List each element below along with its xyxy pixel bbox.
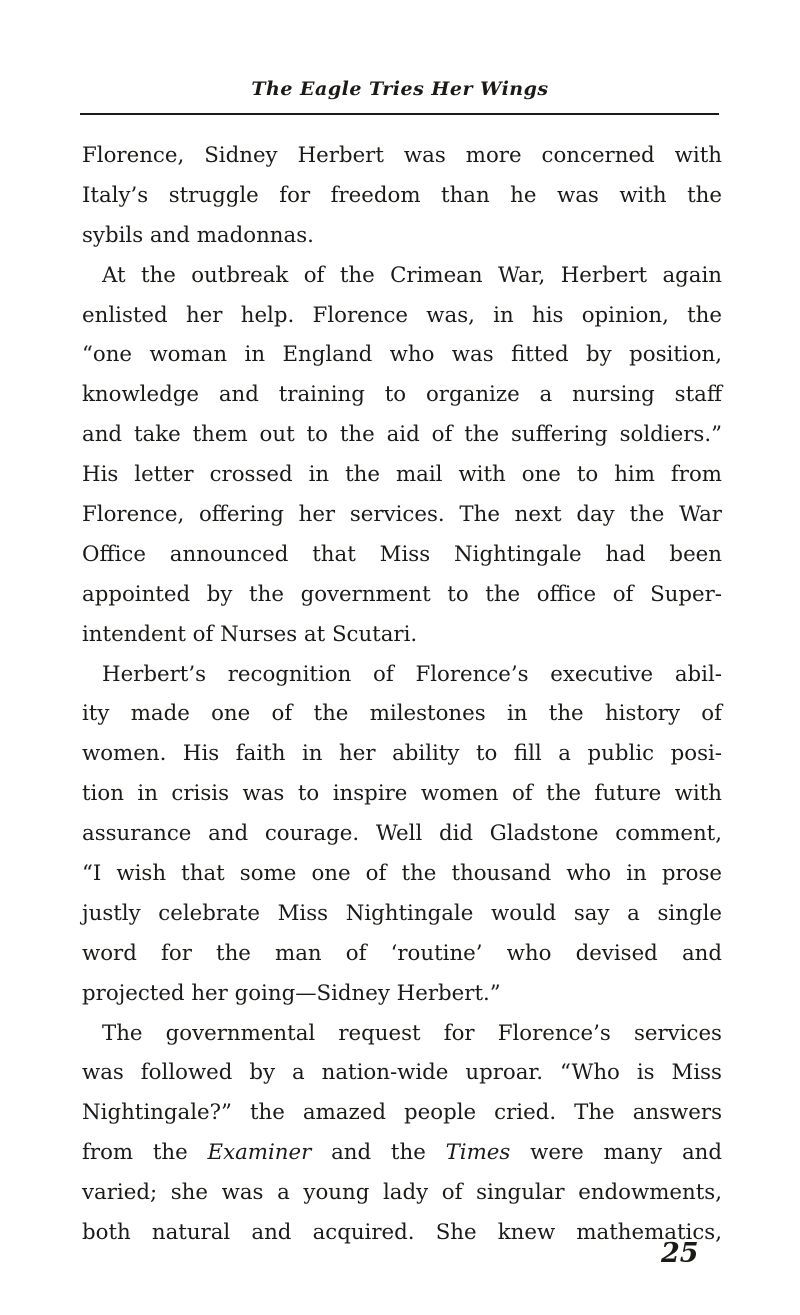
text-line: both natural and acquired. She knew mathematics,	[82, 1220, 722, 1246]
text-line: sybils and madonnas.	[82, 222, 314, 248]
text-line: ity made one of the milestones in the history of	[82, 701, 722, 727]
text-line: “I wish that some one of the thousand who in prose	[82, 861, 722, 887]
text-line: knowledge and training to organize a nursing staff	[82, 382, 722, 408]
text-line: justly celebrate Miss Nightingale would say a single	[82, 900, 722, 926]
text-line: enlisted her help. Florence was, in his opinion, the	[82, 302, 722, 328]
text-line: Florence, Sidney Herbert was more concerned with	[82, 143, 722, 168]
header-rule	[80, 113, 719, 115]
text-line: “one woman in England who was fitted by position,	[82, 342, 722, 368]
text-line: The governmental request for Florence’s services	[102, 1020, 722, 1046]
text-line: appointed by the government to the office of Super-	[82, 581, 722, 607]
page-number: 25	[661, 1238, 699, 1269]
text-line: Italy’s struggle for freedom than he was with the	[82, 182, 722, 208]
text-line: tion in crisis was to inspire women of the future with	[82, 781, 722, 807]
text-line: His letter crossed in the mail with one to him from	[82, 462, 722, 488]
text-line: varied; she was a young lady of singular endowments,	[82, 1180, 722, 1206]
text-line: was followed by a nation-wide uproar. “Who is Miss	[82, 1060, 722, 1086]
running-title: The Eagle Tries Her Wings	[251, 78, 549, 100]
text-line: women. His faith in her ability to fill a public posi-	[82, 741, 722, 767]
text-line: Nightingale?” the amazed people cried. The answers	[82, 1100, 722, 1126]
body-text	[82, 136, 722, 1253]
text-line: assurance and courage. Well did Gladstone comment,	[82, 821, 722, 847]
text-line: intendent of Nurses at Scutari.	[82, 621, 418, 647]
text-line: Herbert’s recognition of Florence’s executive abil-	[102, 661, 722, 687]
text-line: from the Examiner and the Times were many and	[82, 1140, 722, 1166]
text-line: and take them out to the aid of the suffering soldiers.”	[82, 422, 722, 448]
text-line: word for the man of ‘routine’ who devised and	[82, 940, 722, 966]
text-line: At the outbreak of the Crimean War, Herbert again	[102, 262, 722, 288]
text-line: Office announced that Miss Nightingale had been	[82, 541, 722, 567]
text-line: projected her going—Sidney Herbert.”	[82, 980, 501, 1006]
text-line: Florence, offering her services. The next day the War	[82, 502, 722, 528]
